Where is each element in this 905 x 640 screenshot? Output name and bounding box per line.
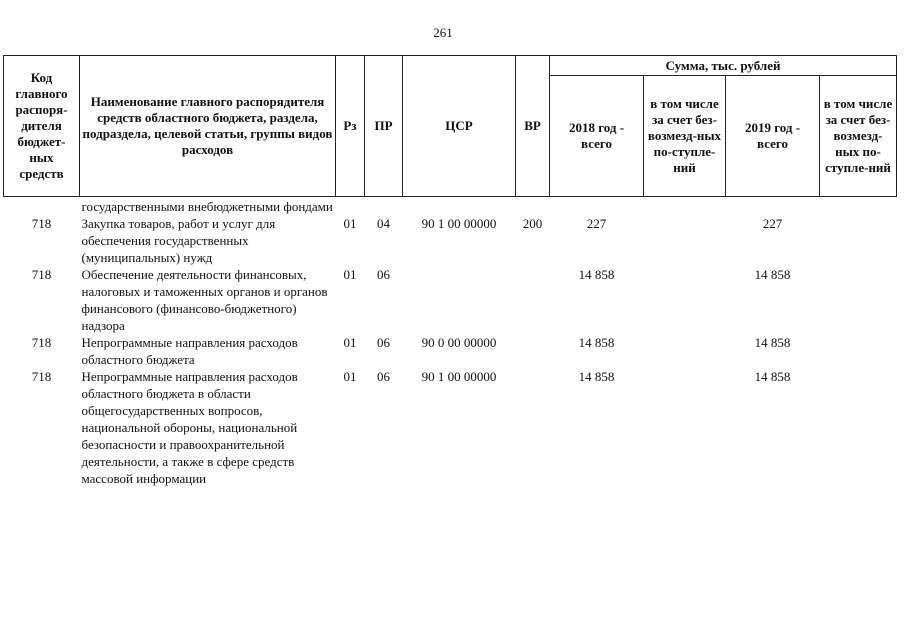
cell-name: Обеспечение деятельности финансовых, налоговых и таможенных органов и органов финансового (финансово-бюджетного) надзора: [81, 267, 328, 333]
cell-csr: [403, 197, 516, 216]
header-2019-total: 2019 год - всего: [726, 76, 820, 197]
cell-name: Закупка товаров, работ и услуг для обеспечения государственных (муниципальных) нужд: [81, 216, 276, 265]
cell-code: 718: [31, 369, 52, 384]
budget-table: [3, 55, 897, 487]
cell-vr: [516, 266, 550, 334]
cell-2019-incl: [820, 266, 897, 334]
cell-pr: 06: [377, 335, 390, 350]
cell-2018-incl: [644, 266, 726, 334]
table-header: [4, 56, 897, 197]
cell-2018-incl: [644, 334, 726, 368]
cell-2018-incl: [644, 215, 726, 266]
cell-rz: 01: [343, 369, 357, 384]
page-number: 261: [433, 25, 453, 40]
cell-rz: [336, 197, 365, 216]
header-code: Код главного распоря-дителя бюджет-ных средств: [4, 56, 80, 197]
table-row: [4, 197, 897, 216]
cell-2018-incl: [644, 197, 726, 216]
cell-2019-total: 14 858: [754, 369, 791, 384]
cell-2019-incl: [820, 215, 897, 266]
cell-2019-total: 14 858: [754, 267, 791, 282]
cell-csr: 90 0 00 00000: [421, 335, 497, 350]
cell-csr: [403, 266, 516, 334]
table-row: [4, 215, 897, 266]
cell-rz: 01: [343, 335, 357, 350]
table-row: [4, 334, 897, 368]
cell-pr: [365, 197, 403, 216]
cell-2019-incl: [820, 334, 897, 368]
header-pr: ПР: [365, 56, 403, 197]
cell-2018-total: 227: [586, 216, 607, 231]
cell-2019-total: 227: [762, 216, 783, 231]
cell-vr: [516, 368, 550, 487]
table-body: [4, 197, 897, 488]
cell-rz: 01: [343, 216, 357, 231]
cell-code: 718: [31, 267, 52, 282]
cell-2018-incl: [644, 368, 726, 487]
cell-code: 718: [31, 335, 52, 350]
header-name: Наименование главного распорядителя средств областного бюджета, раздела, подраздела, целевой статьи, группы видов расходов: [80, 56, 336, 197]
cell-2019-incl: [820, 368, 897, 487]
table-row: [4, 368, 897, 487]
cell-2019-total: [726, 197, 820, 216]
cell-name: Непрограммные направления расходов областного бюджета: [81, 335, 298, 367]
cell-pr: 04: [377, 216, 390, 231]
cell-name: Непрограммные направления расходов областного бюджета в области общегосударственных вопросов, национальной обороны, национальной безопасности и правоохранительной деятельности, а также в сфере средств массовой информации: [81, 369, 298, 486]
header-2019-incl: в том числе за счет без-возмезд-ных по-ступле-ний: [820, 76, 897, 197]
header-rz: Рз: [336, 56, 365, 197]
cell-2018-total: 14 858: [578, 267, 615, 282]
cell-2018-total: 14 858: [578, 335, 615, 350]
header-2018-total: 2018 год - всего: [550, 76, 644, 197]
header-csr: ЦСР: [403, 56, 516, 197]
cell-vr: 200: [522, 216, 543, 231]
cell-2018-total: [550, 197, 644, 216]
header-sum: Сумма, тыс. рублей: [550, 56, 897, 76]
cell-2019-incl: [820, 197, 897, 216]
cell-code: [4, 197, 80, 216]
cell-csr: 90 1 00 00000: [421, 369, 497, 384]
cell-vr: [516, 197, 550, 216]
cell-name: государственными внебюджетными фондами: [81, 199, 333, 214]
cell-2019-total: 14 858: [754, 335, 791, 350]
header-2018-incl: в том числе за счет без-возмезд-ных по-ступле-ний: [644, 76, 726, 197]
cell-rz: 01: [343, 267, 357, 282]
table-row: [4, 266, 897, 334]
header-vr: ВР: [516, 56, 550, 197]
cell-vr: [516, 334, 550, 368]
cell-code: 718: [31, 216, 52, 231]
cell-pr: 06: [377, 267, 390, 282]
cell-2018-total: 14 858: [578, 369, 615, 384]
cell-csr: 90 1 00 00000: [421, 216, 497, 231]
cell-pr: 06: [377, 369, 390, 384]
